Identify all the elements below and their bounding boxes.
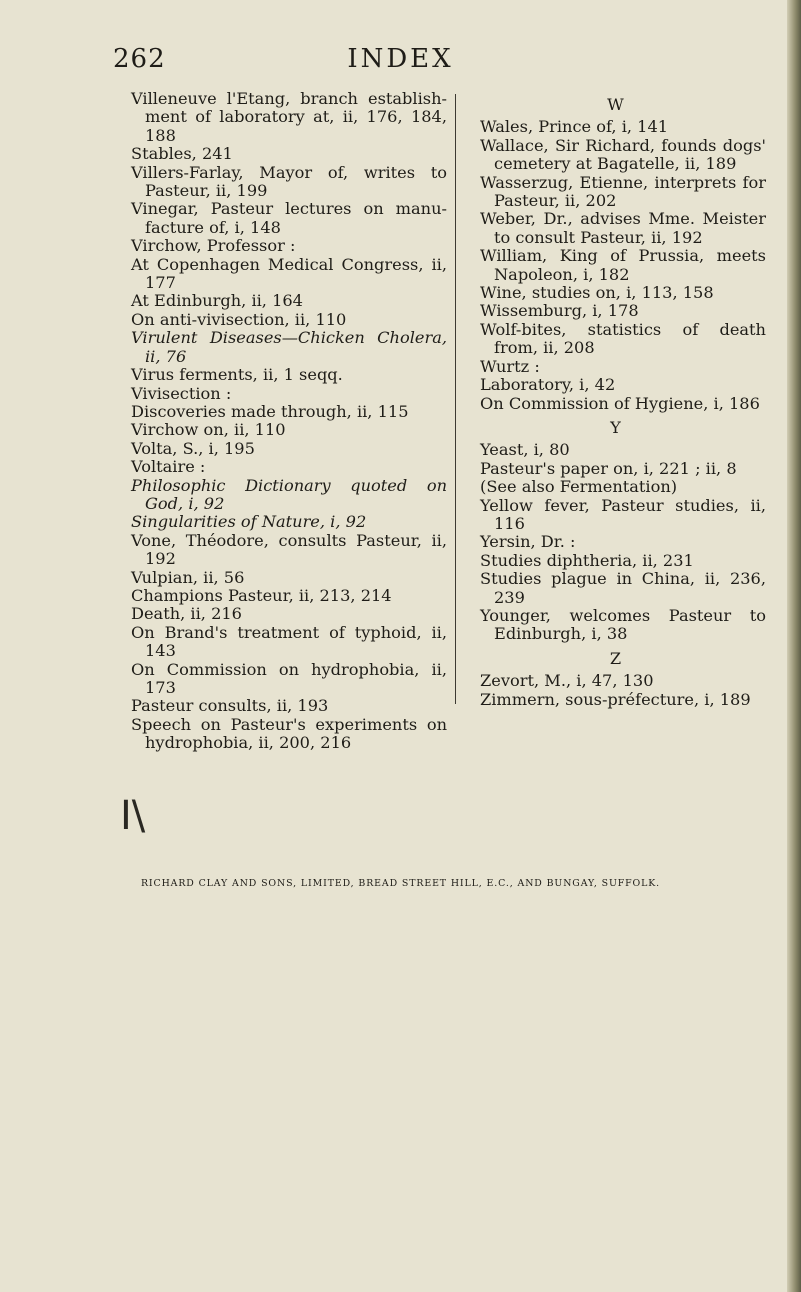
printer-imprint: RICHARD CLAY AND SONS, LIMITED, BREAD STREET HILL, E.C., AND BUNGAY, SUFFOLK. bbox=[140, 878, 661, 889]
index-entry: Studies diphtheria, ii, 231 bbox=[480, 550, 694, 570]
index-entry: Laboratory, i, 42 bbox=[480, 375, 616, 395]
index-entry: Vinegar, Pasteur lectures on manufacture of, i, 148 bbox=[131, 199, 447, 237]
index-entry: Wales, Prince of, i, 141 bbox=[480, 117, 669, 137]
index-entry: Zevort, M., i, 47, 130 bbox=[480, 671, 654, 691]
index-entry: Virus ferments, ii, 1 seqq. bbox=[131, 365, 343, 385]
index-entry: Champions Pasteur, ii, 213, 214 bbox=[131, 585, 392, 605]
running-head bbox=[0, 44, 801, 80]
index-entry: Death, ii, 216 bbox=[131, 604, 242, 624]
pencil-mark: I\ bbox=[120, 793, 146, 839]
index-entry: (See also Fermentation) bbox=[480, 477, 678, 497]
index-entry: Yersin, Dr. : bbox=[480, 532, 576, 552]
index-entry: At Edinburgh, ii, 164 bbox=[131, 291, 303, 311]
index-entry: Wasserzug, Etienne, interprets for Pasteur, ii, 202 bbox=[480, 172, 766, 211]
section-letter: Y bbox=[610, 417, 622, 437]
index-entry: Philosophic Dictionary quoted on God, i, 92 bbox=[131, 475, 447, 513]
column-divider bbox=[455, 94, 456, 704]
index-entry: Wine, studies on, i, 113, 158 bbox=[480, 283, 714, 303]
index-entry: Yellow fever, Pasteur studies, ii, 116 bbox=[480, 495, 766, 533]
index-column-right bbox=[460, 90, 766, 709]
index-entry: Virchow, Professor : bbox=[131, 236, 296, 256]
index-entry: Wurtz : bbox=[480, 356, 540, 376]
index-entry: Weber, Dr., advises Mme. Meister to consult Pasteur, ii, 192 bbox=[480, 209, 766, 247]
index-entry: On anti-vivisection, ii, 110 bbox=[131, 309, 347, 329]
section-letter: W bbox=[607, 95, 625, 114]
index-column-left bbox=[117, 90, 447, 753]
index-entry: Virulent Diseases—Chicken Cholera, ii, 76 bbox=[131, 328, 447, 366]
index-entry: On Commission of Hygiene, i, 186 bbox=[480, 393, 760, 413]
index-entry: Pasteur's paper on, i, 221 ; ii, 8 bbox=[480, 458, 737, 478]
index-entry: Virchow on, ii, 110 bbox=[131, 420, 286, 440]
page-number: 262 bbox=[113, 44, 166, 74]
index-entry: Singularities of Nature, i, 92 bbox=[131, 512, 367, 532]
index-entry: Villers-Farlay, Mayor of, writes to Pasteur, ii, 199 bbox=[131, 162, 447, 201]
index-entry: Wolf-bites, statistics of death from, ii, 208 bbox=[480, 319, 766, 358]
index-entry: Yeast, i, 80 bbox=[480, 440, 570, 460]
index-entry: Pasteur consults, ii, 193 bbox=[131, 696, 329, 716]
page-edge bbox=[787, 0, 801, 1292]
index-entry: Volta, S., i, 195 bbox=[131, 438, 255, 458]
section-letter: Z bbox=[609, 648, 623, 668]
index-entry: Wallace, Sir Richard, founds dogs' cemetery at Bagatelle, ii, 189 bbox=[480, 135, 766, 174]
index-entry: Younger, welcomes Pasteur to Edinburgh, i, 38 bbox=[480, 605, 766, 644]
index-entry: Discoveries made through, ii, 115 bbox=[131, 401, 409, 421]
index-entry: Stables, 241 bbox=[131, 144, 233, 164]
index-entry: Studies plague in China, ii, 236, 239 bbox=[480, 569, 766, 607]
index-entry: Vulpian, ii, 56 bbox=[131, 567, 245, 587]
index-entry: Wissemburg, i, 178 bbox=[480, 301, 639, 321]
index-entry: William, King of Prussia, meets Napoleon, i, 182 bbox=[480, 246, 766, 284]
index-entry: Villeneuve l'Etang, branch establishment of laboratory at, ii, 176, 184, 188 bbox=[131, 89, 447, 145]
index-entry: On Commission on hydrophobia, ii, 173 bbox=[131, 659, 447, 697]
index-entry: Vivisection : bbox=[131, 383, 232, 403]
page-title: INDEX bbox=[347, 44, 454, 74]
index-entry: Speech on Pasteur's experiments on hydrophobia, ii, 200, 216 bbox=[131, 714, 447, 753]
index-entry: Voltaire : bbox=[131, 457, 206, 477]
index-entry: At Copenhagen Medical Congress, ii, 177 bbox=[131, 254, 447, 293]
index-entry: On Brand's treatment of typhoid, ii, 143 bbox=[131, 622, 447, 661]
index-entry: Zimmern, sous-préfecture, i, 189 bbox=[480, 689, 751, 709]
index-entry: Vone, Théodore, consults Pasteur, ii, 192 bbox=[131, 530, 447, 569]
